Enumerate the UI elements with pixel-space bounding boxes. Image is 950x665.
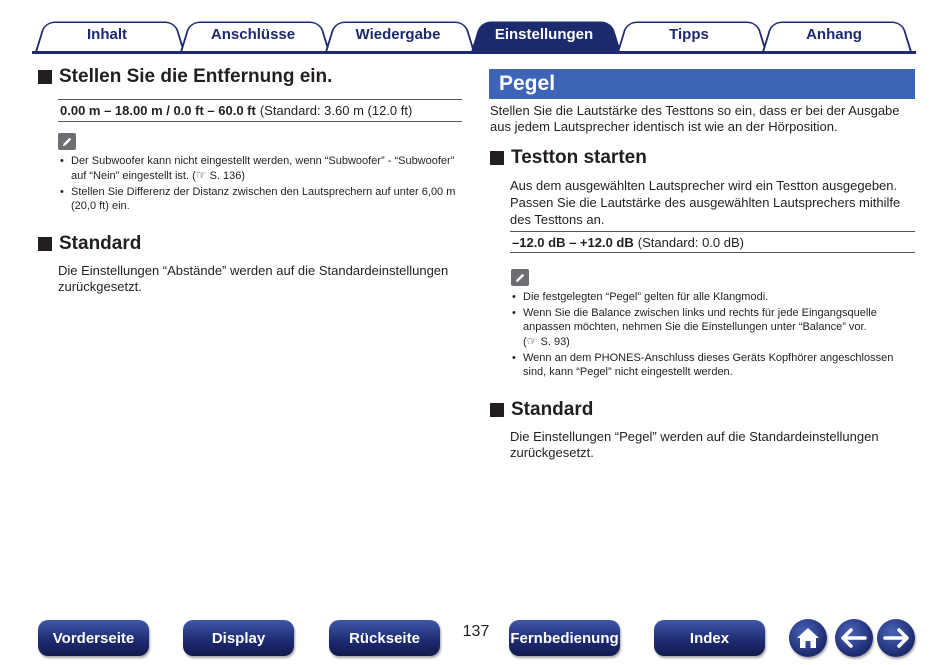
distance-range-values: 0.00 m – 18.00 m / 0.0 ft – 60.0 ft bbox=[60, 103, 256, 118]
heading-square-icon bbox=[490, 403, 504, 417]
pegel-note-3: Wenn an dem PHONES-Anschluss dieses Geräts Kopfhörer angeschlossen sind, kann “Pegel” nicht eingestellt werden. bbox=[523, 352, 894, 378]
list-item bbox=[512, 351, 912, 379]
distance-note-1: Der Subwoofer kann nicht eingestellt werden, wenn “Subwoofer” - “Subwoofer” auf “Nein” eingestellt ist. bbox=[71, 155, 455, 182]
testton-text: Aus dem ausgewählten Lautsprecher wird ein Testton ausgegeben. Passen Sie die Lautstärke des ausgewählten Lautsprechers mithilfe des Testtons an. bbox=[510, 178, 901, 227]
standard-heading-left-text: Standard bbox=[59, 233, 142, 254]
pegel-range-default: (Standard: 0.0 dB) bbox=[637, 234, 744, 250]
tab-bar bbox=[30, 16, 916, 54]
page-reference[interactable]: (☞ S. 93) bbox=[523, 334, 570, 348]
distance-heading-text: Stellen Sie die Entfernung ein. bbox=[59, 66, 333, 87]
tab-anhang[interactable]: Anhang bbox=[806, 25, 862, 43]
page-number: 137 bbox=[462, 623, 490, 640]
index-button[interactable]: Index bbox=[654, 620, 765, 656]
tab-wiedergabe[interactable]: Wiedergabe bbox=[355, 25, 441, 43]
tab-einstellungen[interactable]: Einstellungen bbox=[494, 25, 594, 43]
page-reference[interactable]: (☞ S. 136) bbox=[192, 168, 246, 182]
home-icon bbox=[795, 626, 821, 650]
list-item bbox=[60, 154, 460, 183]
page-reference-text: S. 136) bbox=[209, 170, 246, 182]
distance-heading bbox=[38, 66, 332, 88]
back-arrow-icon bbox=[841, 628, 867, 648]
standard-text-right: Die Einstellungen “Pegel” werden auf die Standardeinstellungen zurückgesetzt. bbox=[510, 429, 879, 460]
distance-notes bbox=[60, 154, 460, 215]
pencil-note-icon bbox=[58, 133, 76, 150]
pegel-note-2: Wenn Sie die Balance zwischen links und rechts für jede Eingangsquelle anpassen möchten, nehmen Sie die Einstellungen unter “Balance” vor. bbox=[523, 307, 877, 333]
tab-inhalt[interactable]: Inhalt bbox=[87, 25, 127, 43]
list-item bbox=[512, 306, 912, 349]
pegel-range bbox=[510, 231, 915, 253]
distance-range-default: (Standard: 3.60 m (12.0 ft) bbox=[259, 103, 413, 118]
pegel-range-values: –12.0 dB – +12.0 dB bbox=[512, 234, 634, 250]
heading-square-icon bbox=[38, 237, 52, 251]
tab-baseline bbox=[32, 51, 916, 54]
testton-heading bbox=[490, 147, 647, 169]
rueckseite-button[interactable]: Rückseite bbox=[329, 620, 440, 656]
standard-heading-left bbox=[38, 233, 141, 255]
standard-heading-right bbox=[490, 399, 593, 421]
forward-button[interactable] bbox=[877, 619, 915, 657]
pointing-hand-icon: ☞ bbox=[195, 168, 207, 182]
list-item bbox=[512, 290, 912, 304]
pegel-intro: Stellen Sie die Lautstärke des Testtons so ein, dass er bei der Ausgabe aus jedem Lautsprecher identisch ist wie an der Hörposition. bbox=[490, 103, 900, 134]
testton-heading-text: Testton starten bbox=[511, 147, 647, 168]
distance-note-2: Stellen Sie Differenz der Distanz zwischen den Lautsprechern auf unter 6,00 m (20,0 ft) ein. bbox=[71, 186, 456, 212]
pegel-note-1: Die festgelegten “Pegel” gelten für alle Klangmodi. bbox=[523, 291, 769, 303]
fernbedienung-button[interactable]: Fernbedienung bbox=[509, 620, 620, 656]
display-button[interactable]: Display bbox=[183, 620, 294, 656]
pencil-note-icon bbox=[511, 269, 529, 286]
heading-square-icon bbox=[38, 70, 52, 84]
tab-anschluesse[interactable]: Anschlüsse bbox=[210, 25, 296, 43]
vorderseite-button[interactable]: Vorderseite bbox=[38, 620, 149, 656]
list-item bbox=[60, 185, 460, 213]
pointing-hand-icon: ☞ bbox=[526, 334, 538, 348]
standard-text-left: Die Einstellungen “Abstände” werden auf die Standardeinstellungen zurückgesetzt. bbox=[58, 263, 449, 294]
heading-square-icon bbox=[490, 151, 504, 165]
pegel-notes bbox=[512, 290, 912, 381]
distance-range bbox=[58, 99, 462, 122]
forward-arrow-icon bbox=[883, 628, 909, 648]
back-button[interactable] bbox=[835, 619, 873, 657]
tab-tipps[interactable]: Tipps bbox=[669, 25, 709, 43]
standard-heading-right-text: Standard bbox=[511, 399, 594, 420]
home-button[interactable] bbox=[789, 619, 827, 657]
page-reference-text: S. 93) bbox=[540, 336, 570, 348]
pegel-section-title: Pegel bbox=[489, 69, 915, 99]
